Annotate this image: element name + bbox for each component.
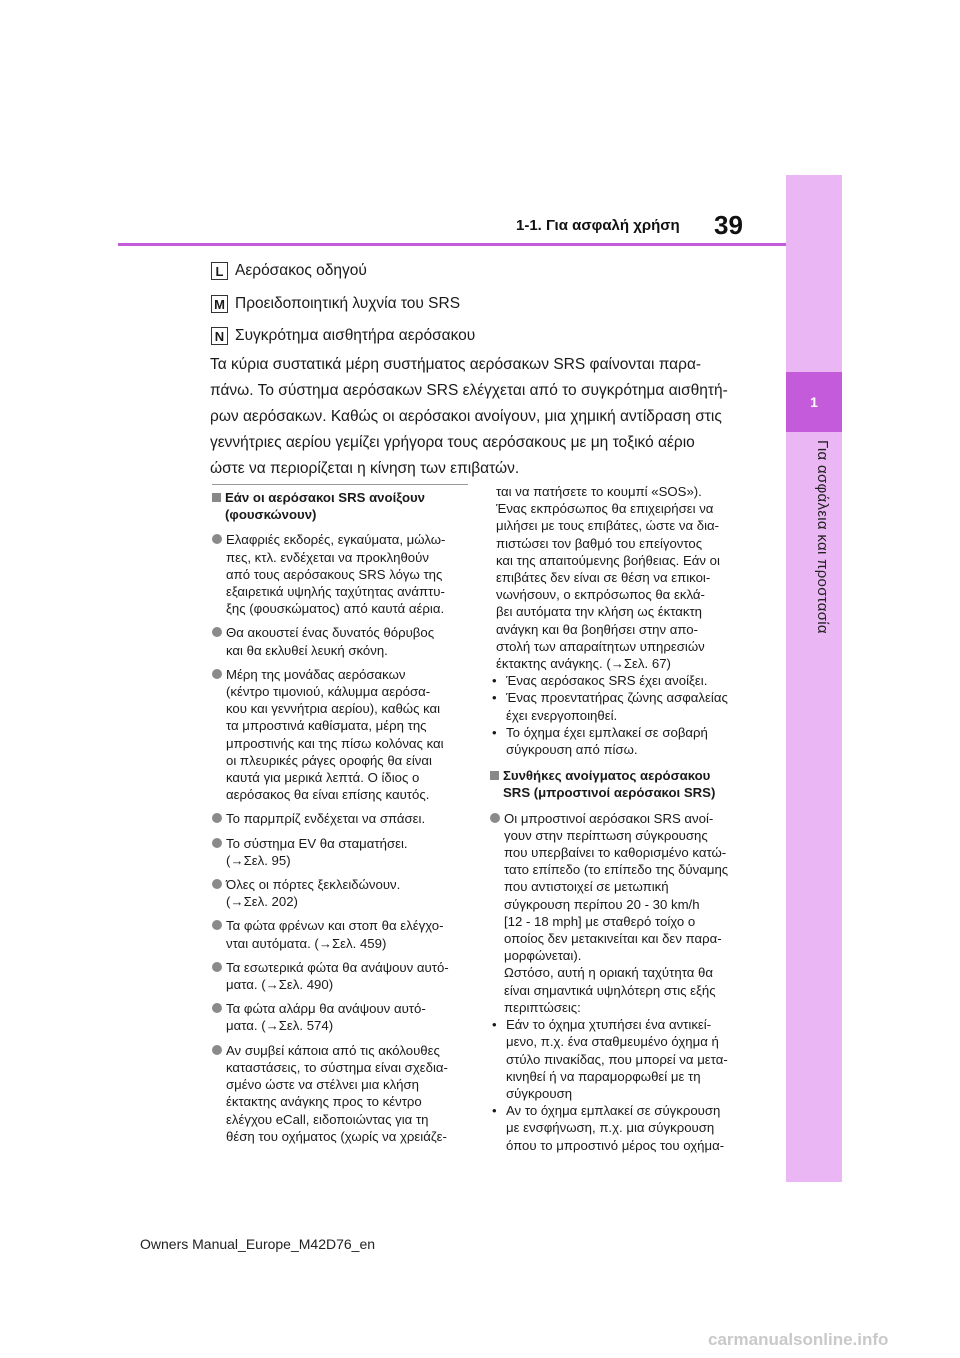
bullet-dot-icon: •	[492, 1103, 497, 1119]
bullet-dot-icon: •	[492, 1017, 497, 1033]
text-line: οποίος δεν μετακινείται και δεν παρα-	[504, 931, 722, 947]
item-text	[504, 810, 762, 1016]
text-line: βει αυτόματα την κλήση ως έκτακτη	[496, 604, 703, 620]
text-line: Το παρμπρίζ ενδέχεται να σπάσει.	[226, 811, 426, 827]
list-item	[212, 531, 474, 617]
text-line: Ωστόσο, αυτή η οριακή ταχύτητα θα	[504, 965, 713, 981]
bullet-text	[506, 724, 708, 758]
text-line: πιστώσει τον βαθμό του επείγοντος	[496, 535, 703, 551]
text-line: τα μπροστινά καθίσματα, μέρη της	[226, 718, 427, 734]
text-line: γουν στην περίπτωση σύγκρουσης	[504, 827, 708, 843]
circle-bullet-icon	[490, 813, 500, 823]
item-text	[226, 1042, 474, 1145]
bullet-dot-icon: •	[492, 673, 497, 689]
bullet-dot-icon: •	[492, 724, 497, 740]
square-bullet-icon	[212, 493, 221, 502]
text-line: σύγκρουση	[506, 1085, 573, 1101]
text-line: αερόσακος θα είναι επίσης καυτός.	[226, 787, 430, 803]
text-line: Τα φώτα φρένων και στοπ θα ελέγχο-	[226, 918, 444, 934]
intro-line: ώστε να περιορίζεται η κίνηση των επιβατών.	[210, 460, 520, 477]
bullet-list	[490, 1016, 762, 1154]
list-item	[212, 876, 474, 910]
circle-bullet-icon	[212, 962, 222, 972]
legend-item-l	[211, 262, 367, 280]
list-item	[212, 810, 474, 827]
bullet-text	[506, 672, 707, 689]
chapter-number: 1	[810, 394, 818, 410]
legend-letter: L	[211, 262, 228, 280]
text-line: και θα εκλυθεί λευκή σκόνη.	[226, 642, 388, 658]
continued-paragraph	[490, 483, 762, 672]
legend-letter: N	[211, 327, 228, 345]
text-line: (κέντρο τιμονιού, κάλυμμα αερόσα-	[226, 684, 431, 700]
text-line: Όλες οι πόρτες ξεκλειδώνουν.	[226, 877, 401, 893]
intro-line: ρων αερόσακων. Καθώς οι αερόσακοι ανοίγουν, μια χημική αντίδραση στις	[210, 408, 722, 425]
text-line: στύλο πινακίδας, που μπορεί να μετα-	[506, 1051, 728, 1067]
left-column	[212, 483, 474, 1152]
text-line: ματα. (→Σελ. 574)	[226, 1018, 334, 1034]
text-line: με ενσφήνωση, π.χ. μια σύγκρουση	[506, 1120, 715, 1136]
bullet-item	[490, 724, 762, 758]
list-item	[212, 917, 474, 951]
circle-bullet-icon	[212, 1045, 222, 1055]
text-line: Αν συμβεί κάποια από τις ακόλουθες	[226, 1042, 440, 1058]
text-line: σμένο ώστε να στέλνει μια κλήση	[226, 1077, 419, 1093]
list-item	[212, 666, 474, 804]
text-line: Το σύστημα EV θα σταματήσει.	[226, 835, 408, 851]
bullet-dot-icon: •	[492, 690, 497, 706]
text-line: (→Σελ. 95)	[226, 852, 291, 868]
text-line: επιβάτες δεν είναι σε θέση να επικοι-	[496, 570, 711, 586]
text-line: έχει ενεργοποιηθεί.	[506, 707, 618, 723]
text-line: νται αυτόματα. (→Σελ. 459)	[226, 935, 387, 951]
legend-text: Συγκρότημα αισθητήρα αερόσακου	[235, 327, 476, 344]
right-column	[490, 483, 762, 1154]
text-line: σύγκρουση από πίσω.	[506, 742, 638, 758]
text-line: μιλήσει με τους επιβάτες, ώστε να δια-	[496, 518, 720, 534]
legend-letter: M	[211, 295, 228, 313]
text-line: Τα φώτα αλάρμ θα ανάψουν αυτό-	[226, 1001, 426, 1017]
bullet-item	[490, 1102, 762, 1154]
text-line: Μέρη της μονάδας αερόσακων	[226, 666, 406, 682]
list-item	[212, 1042, 474, 1145]
section-title: 1-1. Για ασφαλή χρήση	[516, 217, 680, 234]
legend-text: Αερόσακος οδηγού	[235, 262, 367, 279]
chapter-title: Για ασφάλεια και προστασία	[814, 440, 831, 634]
text-line: Ένας προεντατήρας ζώνης ασφαλείας	[506, 690, 728, 706]
text-line: ξης (φουσκώματος) από καυτά αέρια.	[226, 601, 445, 617]
circle-bullet-icon	[212, 920, 222, 930]
item-text	[226, 624, 474, 658]
subsection-heading	[212, 489, 474, 523]
text-line: είναι σημαντικά υψηλότερη στις εξής	[504, 982, 716, 998]
text-line: έκτακτης ανάγκης. (→Σελ. 67)	[496, 656, 671, 672]
text-line: μορφώνεται).	[504, 948, 582, 964]
text-line: εξαιρετικά υψηλής ταχύτητας ανάπτυ-	[226, 584, 445, 600]
intro-line: πάνω. Το σύστημα αερόσακων SRS ελέγχεται από το συγκρότημα αισθητή-	[210, 382, 728, 399]
text-line: που υπερβαίνει το καθορισμένο κατώ-	[504, 845, 727, 861]
text-line: καυτά για μερικά λεπτά. Ο ίδιος ο	[226, 770, 420, 786]
text-line: καταστάσεις, το σύστημα είναι σχεδια-	[226, 1059, 448, 1075]
item-text	[226, 810, 474, 827]
text-line: κου και γεννήτρια αερίου), καθώς και	[226, 701, 441, 717]
list-item	[490, 810, 762, 1016]
square-bullet-icon	[490, 771, 499, 780]
circle-bullet-icon	[212, 534, 222, 544]
text-line: ανάγκη και θα βοηθήσει στην απο-	[496, 621, 699, 637]
bullet-list	[490, 672, 762, 758]
page-number: 39	[714, 210, 743, 240]
text-line: περιπτώσεις:	[504, 999, 581, 1015]
text-line: και της απαιτούμενης βοήθειας. Εάν οι	[496, 552, 720, 568]
chapter-side-tab	[786, 175, 842, 1182]
text-line: Τα εσωτερικά φώτα θα ανάψουν αυτό-	[226, 959, 449, 975]
list-item	[212, 1000, 474, 1034]
bullet-item	[490, 1016, 762, 1102]
intro-line: Τα κύρια συστατικά μέρη συστήματος αερόσακων SRS φαίνονται παρα-	[210, 356, 702, 373]
circle-bullet-icon	[212, 879, 222, 889]
item-text	[226, 959, 474, 993]
intro-line: γεννήτριες αερίου γεμίζει γρήγορα τους αερόσακους με μη τοξικό αέριο	[210, 434, 695, 451]
text-line: ελέγχου eCall, ειδοποιώντας για τη	[226, 1111, 429, 1127]
intro-paragraph	[210, 352, 770, 482]
circle-bullet-icon	[212, 813, 222, 823]
subsection-heading	[490, 767, 762, 801]
circle-bullet-icon	[212, 838, 222, 848]
text-line: κινηθεί ή να παραμορφωθεί με τη	[506, 1068, 701, 1084]
text-line: ματα. (→Σελ. 490)	[226, 977, 334, 993]
text-line: (→Σελ. 202)	[226, 894, 298, 910]
heading-line: Συνθήκες ανοίγματος αερόσακου	[503, 768, 711, 784]
bullet-text	[506, 1016, 728, 1102]
text-line: Το όχημα έχει εμπλακεί σε σοβαρή	[506, 724, 708, 740]
list-item	[212, 959, 474, 993]
bullet-item	[490, 689, 762, 723]
legend-item-n	[211, 327, 475, 345]
bullet-text	[506, 689, 728, 723]
text-line: Εάν το όχημα χτυπήσει ένα αντικεί-	[506, 1017, 712, 1033]
text-line: Ένας αερόσακος SRS έχει ανοίξει.	[506, 673, 708, 689]
header-rule	[118, 243, 786, 246]
item-text	[226, 835, 474, 869]
text-line: μπροστινής και της πίσω κολόνας και	[226, 735, 444, 751]
text-line: πες, κτλ. ενδέχεται να προκληθούν	[226, 549, 429, 565]
heading-line: SRS (μπροστινοί αερόσακοι SRS)	[503, 785, 716, 801]
legend-item-m	[211, 295, 460, 313]
watermark: carmanualsonline.info	[708, 1330, 889, 1349]
text-line: ται να πατήσετε το κουμπί «SOS»).	[496, 484, 702, 499]
text-line: έκτακτης ανάγκης προς το κέντρο	[226, 1094, 422, 1110]
text-line: στολή των απαραίτητων υπηρεσιών	[496, 638, 705, 654]
text-line: [12 - 18 mph] με σταθερό τοίχο ο	[504, 913, 696, 929]
text-line: που αντιστοιχεί σε μετωπική	[504, 879, 669, 895]
bullet-item	[490, 672, 762, 689]
text-line: θέση του οχήματος (χωρίς να χρειάζε-	[226, 1128, 447, 1144]
item-text	[226, 917, 474, 951]
bullet-text	[506, 1102, 724, 1154]
heading-line: (φουσκώνουν)	[225, 507, 317, 523]
footer-text: Owners Manual_Europe_M42D76_en	[140, 1236, 376, 1252]
circle-bullet-icon	[212, 669, 222, 679]
heading-line: Εάν οι αερόσακοι SRS ανοίξουν	[225, 490, 426, 505]
text-line: Οι μπροστινοί αερόσακοι SRS ανοί-	[504, 810, 714, 826]
text-line: τατο επίπεδο (το επίπεδο της δύναμης	[504, 862, 729, 878]
item-text	[226, 531, 474, 617]
circle-bullet-icon	[212, 627, 222, 637]
list-item	[212, 624, 474, 658]
item-text	[226, 1000, 474, 1034]
text-line: μενο, π.χ. ένα σταθμευμένο όχημα ή	[506, 1034, 719, 1050]
chapter-number-tab	[786, 372, 842, 432]
text-line: Θα ακουστεί ένας δυνατός θόρυβος	[226, 625, 435, 641]
text-line: όπου το μπροστινό μέρος του οχήμα-	[506, 1137, 725, 1153]
item-text	[226, 876, 474, 910]
text-line: σύγκρουση περίπου 20 - 30 km/h	[504, 896, 700, 912]
text-line: Αν το όχημα εμπλακεί σε σύγκρουση	[506, 1103, 721, 1119]
left-item-list	[212, 531, 474, 1145]
text-line: από τους αερόσακους SRS λόγω της	[226, 566, 443, 582]
text-line: Ένας εκπρόσωπος θα επιχειρήσει να	[496, 501, 714, 517]
text-line: Ελαφριές εκδορές, εγκαύματα, μώλω-	[226, 532, 446, 548]
list-item	[212, 835, 474, 869]
circle-bullet-icon	[212, 1003, 222, 1013]
legend-text: Προειδοποιητική λυχνία του SRS	[235, 295, 461, 312]
text-line: νωνήσουν, ο εκπρόσωπος θα εκλά-	[496, 587, 705, 603]
text-line: οι πλευρικές ράγες οροφής θα είναι	[226, 752, 432, 768]
item-text	[226, 666, 474, 804]
